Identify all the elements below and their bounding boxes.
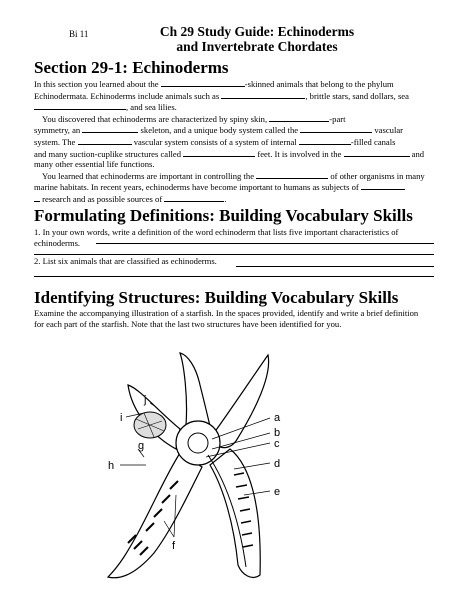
blank [256,170,328,179]
section-heading-structures: Identifying Structures: Building Vocabulary Skills [34,288,399,307]
text: marine habitats. In recent years, echinoderms have become important to humans as subjects of [34,182,359,193]
text: You discovered that echinoderms are characterized by spiny skin, [42,113,268,124]
text: -skinned animals that belong to the phylum [244,79,394,89]
label-i: i [120,412,123,424]
section-heading-echinoderms: Section 29-1: Echinoderms [34,58,229,77]
text: Examine the accompanying illustration of a starfish. In the spaces provided, identify and write a brief definition [34,308,419,318]
text: -filled canals [350,136,396,147]
text: 1. In your own words, write a definition of the word echinoderm that lists five important characteristics of [34,227,399,237]
section1-text [34,78,454,205]
text: vascular system consists of a system of internal [133,136,297,147]
text: . [224,193,227,204]
instructions [34,308,454,329]
starfish-arm-lower-right [210,449,260,577]
blank [82,124,138,133]
label-j: j [144,394,147,406]
text: and [411,148,425,159]
text: system. The [34,136,76,147]
blank [164,193,227,204]
text: many other essential life functions. [34,159,155,170]
page-title-line1: Ch 29 Study Guide: Echinoderms [159,24,355,39]
blank [221,90,305,99]
blank [361,181,405,190]
question-1 [34,227,454,248]
question-2: 2. List six animals that are classified as echinoderms. [34,256,217,266]
text: symmetry, an [34,125,81,136]
text: skeleton, and a unique body system called the [140,125,299,136]
text: research and as possible sources of [42,193,163,204]
blank [300,124,372,133]
text: , and sea lilies. [126,102,177,113]
answer-line [96,243,434,244]
label-f: f [172,540,176,552]
starfish-illustration [84,345,324,605]
answer-line [34,254,434,255]
text: In this section you learned about the [34,79,159,89]
text: and many suction-cuplike structures called [34,148,182,159]
starfish-arm-right [214,355,269,448]
label-e: e [274,486,281,498]
label-d: d [274,458,281,470]
text: vascular [374,125,404,136]
label-g: g [138,440,145,452]
answer-line [34,276,434,277]
blank [269,113,329,122]
text: You learned that echinoderms are important in controlling the [42,170,255,181]
text: of other organisms in many [330,170,425,181]
label-h: h [108,460,115,472]
text: for each part of the starfish. Note that the last two structures have been identified for you. [34,318,342,329]
text: , brittle stars, sand dollars, sea [305,90,409,101]
blank [34,101,126,110]
course-code: Bi 11 [69,29,89,39]
label-b: b [274,427,281,439]
central-disk [176,421,220,465]
label-c: c [274,438,280,450]
blank [299,136,351,145]
text: Echinodermata. Echinoderms include animals such as [34,90,220,101]
blank [183,148,255,157]
page-title-line2: and Invertebrate Chordates [176,39,338,54]
text: feet. It is involved in the [257,148,342,159]
section-heading-definitions: Formulating Definitions: Building Vocabulary Skills [34,206,413,225]
text: -part [329,113,346,124]
blank [344,148,410,157]
answer-line [236,266,434,267]
label-a: a [274,412,281,424]
blank [161,78,245,87]
text: echinoderms. [34,237,81,248]
blank [78,136,132,145]
blank [34,193,40,202]
